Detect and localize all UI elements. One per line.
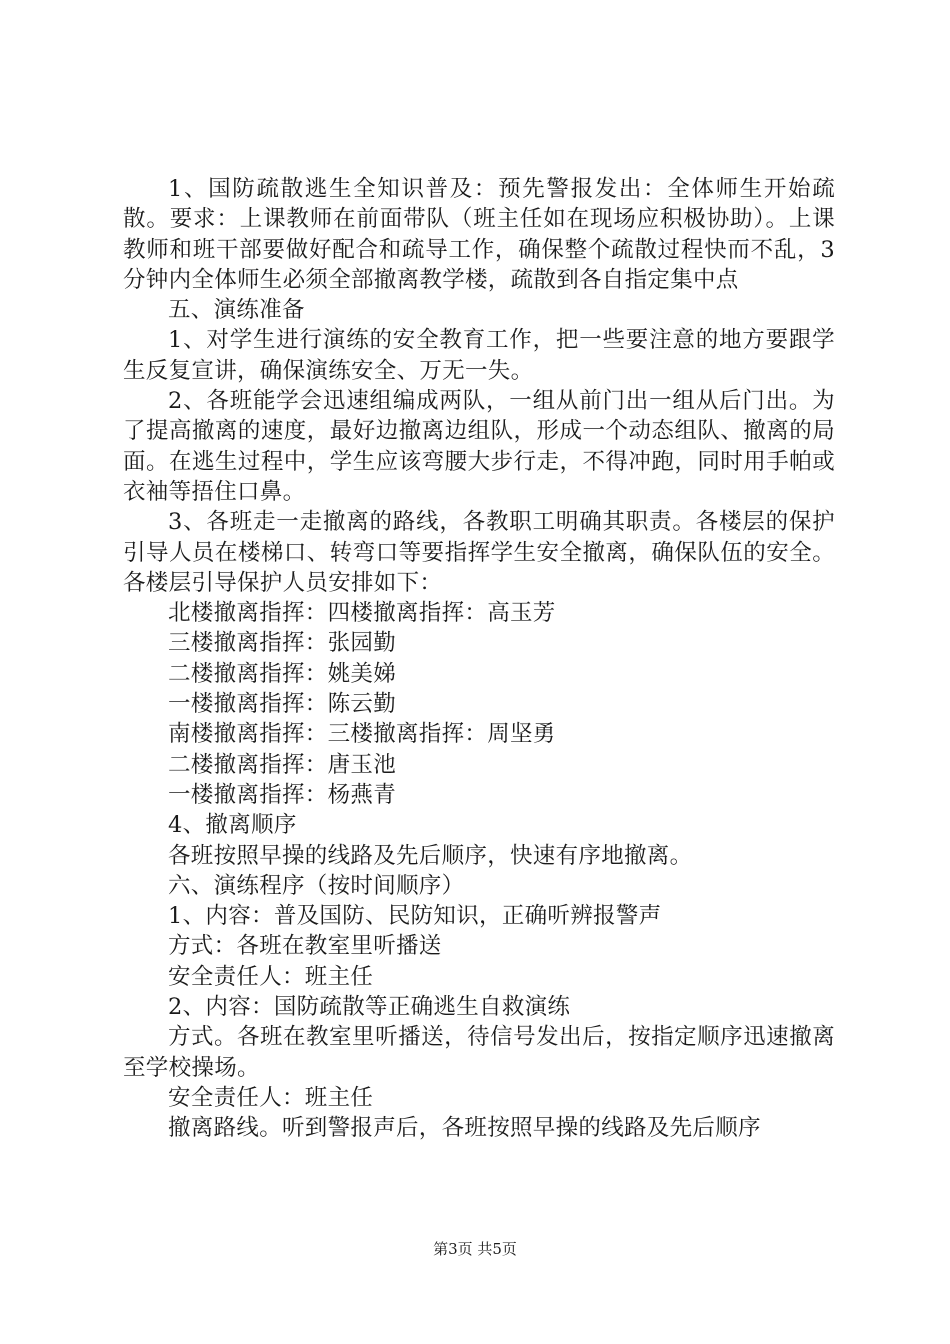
roster-line: 一楼撤离指挥：杨燕青 [168, 781, 397, 808]
roster-line: 北楼撤离指挥：四楼撤离指挥：高玉芳 [168, 600, 556, 627]
paragraph: 各班按照早操的线路及先后顺序，快速有序地撤离。 [168, 842, 693, 869]
subheading: 4、撤离顺序 [168, 812, 297, 839]
paragraph: 安全责任人：班主任 [168, 1084, 374, 1111]
paragraph: 1、国防疏散逃生全知识普及：预先警报发出：全体师生开始疏散。要求：上课教师在前面带队（班主任如在现场应积极协助）。上课教师和班干部要做好配合和疏导工作，确保整个疏散过程快而不乱，3分钟内全体师生必须全部撤离教学楼，疏散到各自指定集中点 [123, 176, 835, 293]
document-body [123, 174, 835, 1144]
paragraph: 2、内容：国防疏散等正确逃生自救演练 [168, 994, 571, 1021]
roster-line: 三楼撤离指挥：张园勤 [168, 630, 397, 657]
paragraph: 方式。各班在教室里听播送，待信号发出后，按指定顺序迅速撤离至学校操场。 [123, 1024, 835, 1081]
paragraph: 撤离路线。听到警报声后，各班按照早操的线路及先后顺序 [168, 1115, 761, 1142]
paragraph: 2、各班能学会迅速组编成两队，一组从前门出一组从后门出。为了提高撤离的速度，最好边撤离边组队，形成一个动态组队、撤离的局面。在逃生过程中，学生应该弯腰大步行走，不得冲跑，同时用手帕或衣袖等捂住口鼻。 [123, 388, 835, 505]
paragraph: 1、内容：普及国防、民防知识，正确听辨报警声 [168, 903, 662, 930]
section-heading: 六、演练程序（按时间顺序） [168, 872, 465, 899]
paragraph: 1、对学生进行演练的安全教育工作，把一些要注意的地方要跟学生反复宣讲，确保演练安全、万无一失。 [123, 327, 835, 384]
paragraph: 安全责任人：班主任 [168, 963, 374, 990]
roster-line: 二楼撤离指挥：姚美娣 [168, 660, 397, 687]
paragraph: 3、各班走一走撤离的路线，各教职工明确其职责。各楼层的保护引导人员在楼梯口、转弯口等要指挥学生安全撤离，确保队伍的安全。各楼层引导保护人员安排如下： [123, 509, 835, 596]
paragraph: 方式：各班在教室里听播送 [168, 933, 442, 960]
section-heading: 五、演练准备 [168, 297, 305, 324]
page-number-footer: 第3页 共5页 [433, 1240, 517, 1258]
roster-line: 二楼撤离指挥：唐玉池 [168, 751, 397, 778]
roster-line: 南楼撤离指挥：三楼撤离指挥：周坚勇 [168, 721, 556, 748]
roster-line: 一楼撤离指挥：陈云勤 [168, 691, 397, 718]
